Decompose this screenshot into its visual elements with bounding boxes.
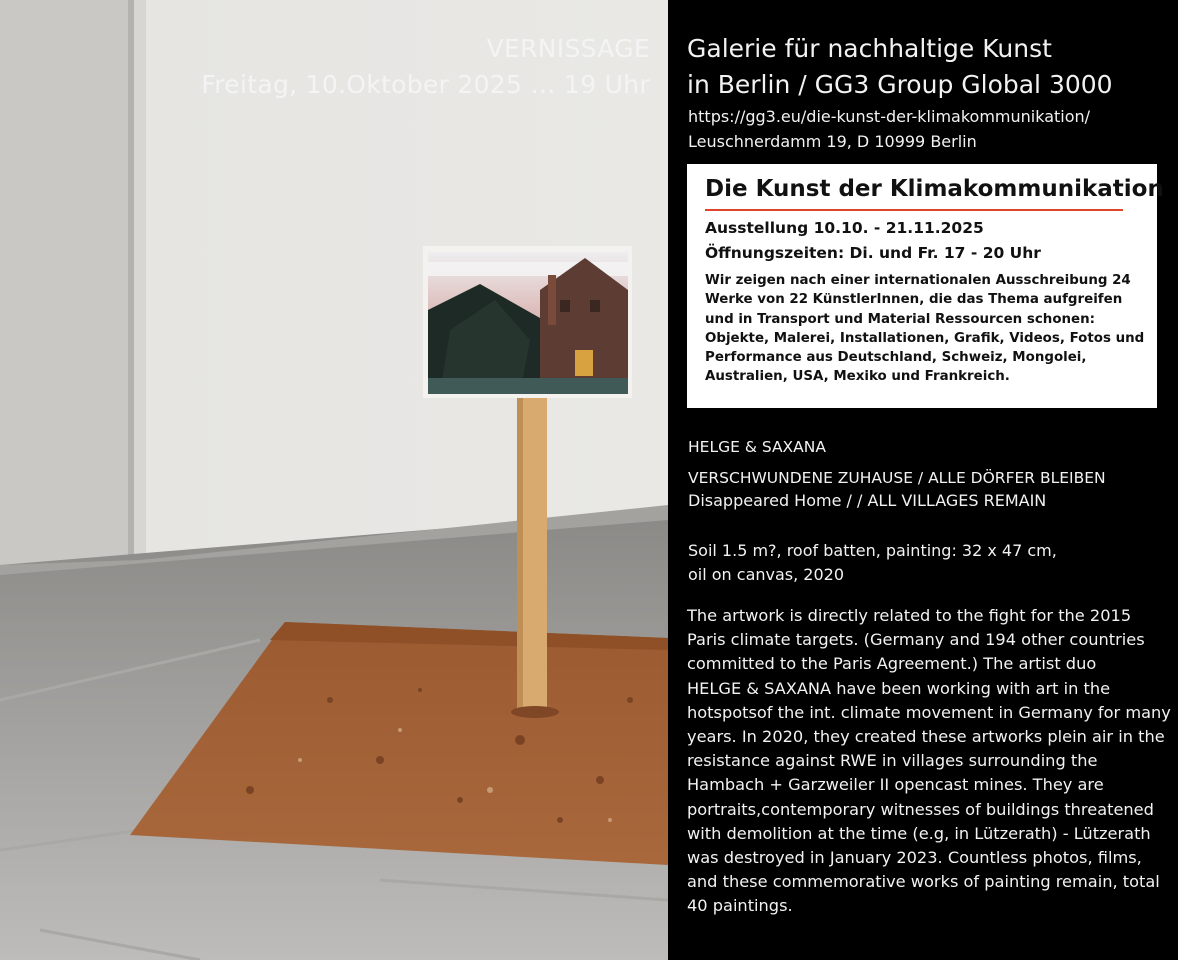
description-line: Wir zeigen nach einer internationalen Ausschreibung 24 [705, 273, 1131, 288]
description-line: was destroyed in January 2023. Countless photos, films, [687, 848, 1142, 868]
description-line: hotspotsof the int. climate movement in Germany for many [687, 702, 1171, 722]
description-line: committed to the Paris Agreement.) The artist duo [687, 654, 1097, 674]
exhibition-card [687, 164, 1164, 408]
description-line: Paris climate targets. (Germany and 194 other countries [687, 630, 1145, 650]
gallery-address: Leuschnerdamm 19, D 10999 Berlin [688, 132, 977, 151]
artwork-title-en: Disappeared Home / / ALL VILLAGES REMAIN [688, 491, 1047, 510]
title-underline [705, 209, 1123, 211]
description-line: with demolition at the time (e.g, in Lützerath) - Lützerath [687, 823, 1151, 843]
description-line: Performance aus Deutschland, Schweiz, Mongolei, [705, 350, 1087, 366]
description-line: Objekte, Malerei, Installationen, Grafik, Videos, Fotos und [705, 330, 1145, 346]
artwork-materials: Soil 1.5 m?, roof batten, painting: 32 x 47 cm, [688, 541, 1057, 560]
description-line: years. In 2020, they created these artworks plein air in the [687, 727, 1165, 747]
description-line: portraits,contemporary witnesses of buildings threatened [687, 799, 1154, 819]
opening-hours: Öffnungszeiten: Di. und Fr. 17 - 20 Uhr [705, 244, 1041, 262]
exhibition-title: Die Kunst der Klimakommunikation [705, 176, 1164, 202]
description-line: HELGE & SAXANA have been working with art in the [687, 678, 1111, 698]
vernissage-label: VERNISSAGE [486, 34, 650, 63]
gallery-name: Galerie für nachhaltige Kunst [687, 34, 1052, 63]
gallery-url[interactable]: https://gg3.eu/die-kunst-der-klimakommunikation/ [688, 107, 1091, 126]
artwork-description [687, 604, 1171, 919]
description-line: 40 paintings. [687, 896, 793, 916]
artist-names: HELGE & SAXANA [688, 438, 826, 456]
description-line: resistance against RWE in villages surrounding the [687, 751, 1098, 771]
artwork-title-de: VERSCHWUNDENE ZUHAUSE / ALLE DÖRFER BLEIBEN [688, 469, 1106, 487]
gallery-location: in Berlin / GG3 Group Global 3000 [687, 70, 1113, 99]
description-line: and these commemorative works of painting remain, total [687, 872, 1160, 892]
description-line: Australien, USA, Mexiko und Frankreich. [705, 369, 1010, 385]
vernissage-date: Freitag, 10.Oktober 2025 … 19 Uhr [201, 70, 650, 99]
exhibition-description [705, 271, 1145, 387]
description-line: und in Transport und Material Ressourcen schonen: [705, 311, 1096, 327]
description-line: Werke von 22 KünstlerInnen, die das Thema aufgreifen [705, 292, 1123, 308]
exhibition-dates: Ausstellung 10.10. - 21.11.2025 [705, 219, 984, 237]
description-line: The artwork is directly related to the fight for the 2015 [687, 606, 1132, 625]
description-line: Hambach + Garzweiler II opencast mines. They are [687, 775, 1104, 795]
artwork-medium-year: oil on canvas, 2020 [688, 565, 845, 584]
